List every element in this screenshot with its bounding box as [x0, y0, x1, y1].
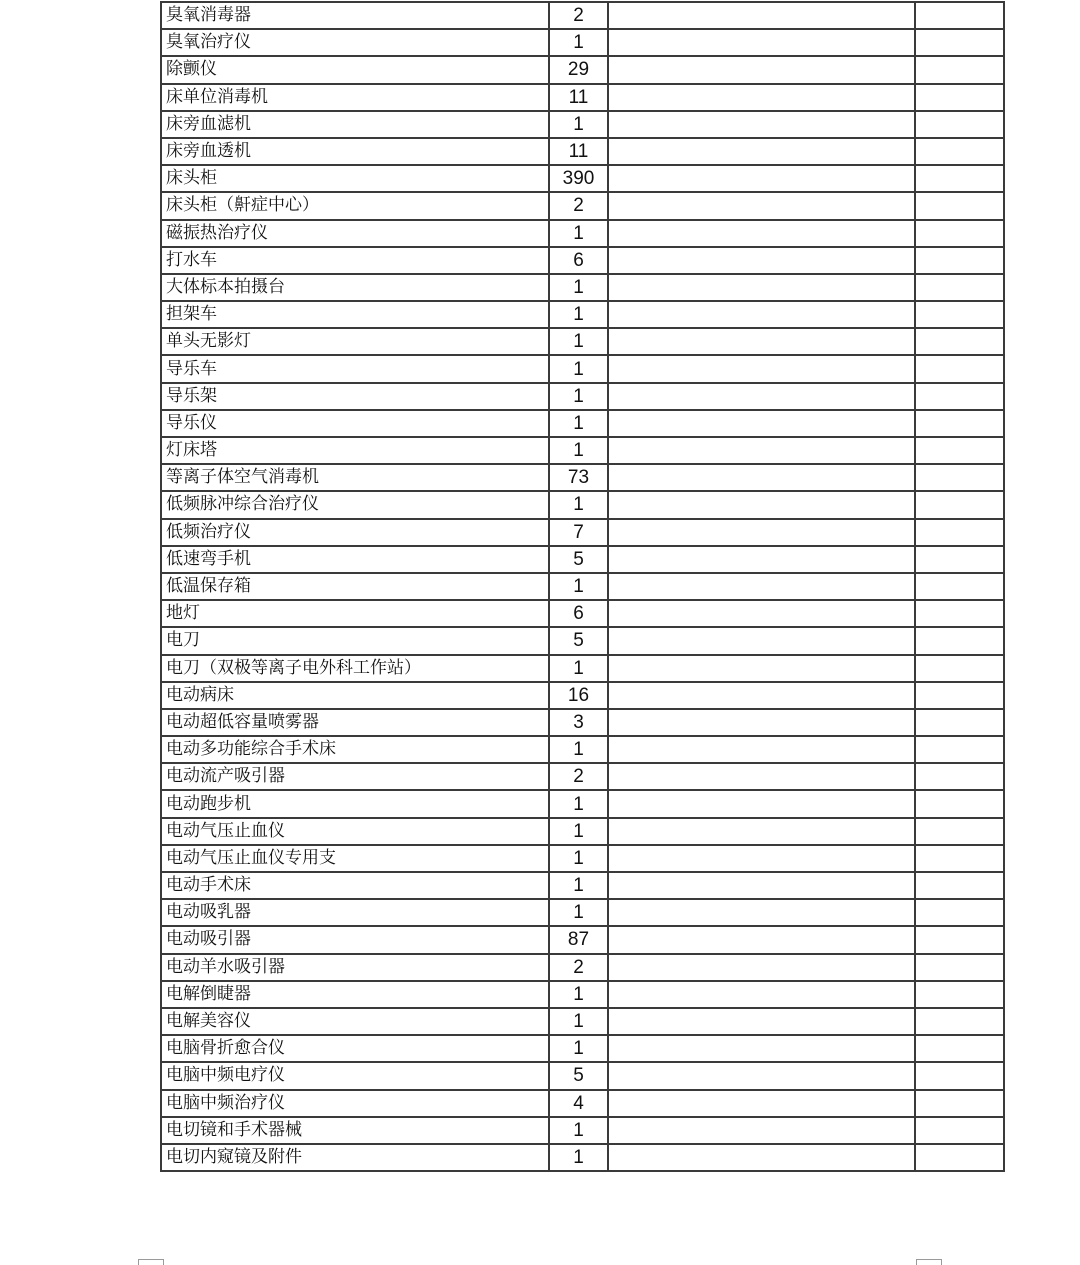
empty-cell	[915, 56, 1004, 83]
empty-cell	[608, 655, 915, 682]
empty-cell	[608, 600, 915, 627]
page-edge-mark-right	[916, 1259, 942, 1265]
empty-cell	[915, 410, 1004, 437]
empty-cell	[915, 29, 1004, 56]
table-row	[161, 763, 1004, 790]
empty-cell	[915, 111, 1004, 138]
equipment-table	[160, 1, 1005, 1172]
empty-cell	[608, 328, 915, 355]
equipment-name-cell: 电动手术床	[161, 872, 549, 899]
table-row	[161, 790, 1004, 817]
empty-cell	[608, 1144, 915, 1171]
empty-cell	[608, 682, 915, 709]
table-row	[161, 573, 1004, 600]
empty-cell	[915, 763, 1004, 790]
equipment-name-cell: 床旁血透机	[161, 138, 549, 165]
empty-cell	[608, 709, 915, 736]
table-row	[161, 192, 1004, 219]
quantity-cell: 11	[549, 138, 608, 165]
equipment-name-cell: 电刀	[161, 627, 549, 654]
table-row	[161, 818, 1004, 845]
table-row	[161, 1090, 1004, 1117]
equipment-name-cell: 电解倒睫器	[161, 981, 549, 1008]
table-row	[161, 138, 1004, 165]
quantity-cell: 1	[549, 274, 608, 301]
equipment-name-cell: 地灯	[161, 600, 549, 627]
empty-cell	[608, 872, 915, 899]
equipment-name-cell: 电脑中频电疗仪	[161, 1062, 549, 1089]
table-row	[161, 954, 1004, 981]
empty-cell	[915, 165, 1004, 192]
quantity-cell: 1	[549, 981, 608, 1008]
empty-cell	[915, 84, 1004, 111]
table-row	[161, 981, 1004, 1008]
quantity-cell: 1	[549, 736, 608, 763]
quantity-cell: 73	[549, 464, 608, 491]
empty-cell	[608, 383, 915, 410]
quantity-cell: 1	[549, 111, 608, 138]
quantity-cell: 1	[549, 655, 608, 682]
quantity-cell: 390	[549, 165, 608, 192]
empty-cell	[915, 383, 1004, 410]
table-row	[161, 328, 1004, 355]
empty-cell	[608, 2, 915, 29]
equipment-name-cell: 大体标本拍摄台	[161, 274, 549, 301]
empty-cell	[915, 274, 1004, 301]
empty-cell	[915, 1144, 1004, 1171]
empty-cell	[608, 736, 915, 763]
quantity-cell: 4	[549, 1090, 608, 1117]
empty-cell	[915, 981, 1004, 1008]
empty-cell	[608, 1090, 915, 1117]
empty-cell	[915, 926, 1004, 953]
table-row	[161, 165, 1004, 192]
empty-cell	[608, 1008, 915, 1035]
table-row	[161, 437, 1004, 464]
empty-cell	[915, 682, 1004, 709]
quantity-cell: 1	[549, 790, 608, 817]
equipment-name-cell: 电动气压止血仪	[161, 818, 549, 845]
empty-cell	[915, 464, 1004, 491]
equipment-name-cell: 电动超低容量喷雾器	[161, 709, 549, 736]
equipment-name-cell: 电动气压止血仪专用支	[161, 845, 549, 872]
quantity-cell: 5	[549, 627, 608, 654]
table-row	[161, 301, 1004, 328]
equipment-name-cell: 低频治疗仪	[161, 519, 549, 546]
empty-cell	[608, 84, 915, 111]
empty-cell	[915, 192, 1004, 219]
quantity-cell: 1	[549, 1117, 608, 1144]
empty-cell	[608, 954, 915, 981]
equipment-name-cell: 电动跑步机	[161, 790, 549, 817]
table-row	[161, 220, 1004, 247]
equipment-name-cell: 等离子体空气消毒机	[161, 464, 549, 491]
empty-cell	[608, 1117, 915, 1144]
empty-cell	[608, 1062, 915, 1089]
equipment-name-cell: 电动流产吸引器	[161, 763, 549, 790]
empty-cell	[915, 872, 1004, 899]
equipment-name-cell: 导乐仪	[161, 410, 549, 437]
table-row	[161, 709, 1004, 736]
quantity-cell: 1	[549, 328, 608, 355]
equipment-name-cell: 臭氧消毒器	[161, 2, 549, 29]
equipment-name-cell: 导乐架	[161, 383, 549, 410]
table-row	[161, 899, 1004, 926]
empty-cell	[608, 1035, 915, 1062]
empty-cell	[915, 709, 1004, 736]
table-row	[161, 84, 1004, 111]
quantity-cell: 3	[549, 709, 608, 736]
empty-cell	[608, 899, 915, 926]
quantity-cell: 2	[549, 192, 608, 219]
quantity-cell: 1	[549, 573, 608, 600]
equipment-name-cell: 磁振热治疗仪	[161, 220, 549, 247]
empty-cell	[915, 355, 1004, 382]
equipment-name-cell: 担架车	[161, 301, 549, 328]
empty-cell	[915, 328, 1004, 355]
empty-cell	[915, 845, 1004, 872]
table-row	[161, 247, 1004, 274]
table-row	[161, 383, 1004, 410]
quantity-cell: 1	[549, 818, 608, 845]
table-row	[161, 682, 1004, 709]
table-row	[161, 600, 1004, 627]
empty-cell	[608, 111, 915, 138]
empty-cell	[915, 627, 1004, 654]
empty-cell	[915, 1035, 1004, 1062]
quantity-cell: 1	[549, 491, 608, 518]
quantity-cell: 5	[549, 546, 608, 573]
empty-cell	[608, 818, 915, 845]
equipment-name-cell: 电动羊水吸引器	[161, 954, 549, 981]
empty-cell	[915, 600, 1004, 627]
equipment-name-cell: 低速弯手机	[161, 546, 549, 573]
quantity-cell: 29	[549, 56, 608, 83]
empty-cell	[915, 2, 1004, 29]
quantity-cell: 6	[549, 247, 608, 274]
empty-cell	[608, 981, 915, 1008]
quantity-cell: 16	[549, 682, 608, 709]
table-row	[161, 29, 1004, 56]
equipment-name-cell: 电切镜和手术器械	[161, 1117, 549, 1144]
empty-cell	[915, 247, 1004, 274]
equipment-name-cell: 导乐车	[161, 355, 549, 382]
page-edge-mark-left	[138, 1259, 164, 1265]
quantity-cell: 1	[549, 383, 608, 410]
equipment-name-cell: 电解美容仪	[161, 1008, 549, 1035]
empty-cell	[608, 437, 915, 464]
table-row	[161, 845, 1004, 872]
equipment-name-cell: 电刀（双极等离子电外科工作站）	[161, 655, 549, 682]
quantity-cell: 1	[549, 1008, 608, 1035]
quantity-cell: 1	[549, 1035, 608, 1062]
empty-cell	[608, 355, 915, 382]
equipment-name-cell: 低温保存箱	[161, 573, 549, 600]
table-row	[161, 464, 1004, 491]
equipment-name-cell: 电脑中频治疗仪	[161, 1090, 549, 1117]
empty-cell	[915, 655, 1004, 682]
quantity-cell: 2	[549, 2, 608, 29]
empty-cell	[608, 845, 915, 872]
table-row	[161, 111, 1004, 138]
quantity-cell: 2	[549, 954, 608, 981]
table-row	[161, 274, 1004, 301]
table-row	[161, 1035, 1004, 1062]
quantity-cell: 87	[549, 926, 608, 953]
equipment-name-cell: 灯床塔	[161, 437, 549, 464]
table-row	[161, 355, 1004, 382]
quantity-cell: 1	[549, 872, 608, 899]
equipment-name-cell: 打水车	[161, 247, 549, 274]
quantity-cell: 2	[549, 763, 608, 790]
quantity-cell: 1	[549, 845, 608, 872]
empty-cell	[608, 491, 915, 518]
table-row	[161, 627, 1004, 654]
quantity-cell: 1	[549, 301, 608, 328]
table-row	[161, 491, 1004, 518]
quantity-cell: 6	[549, 600, 608, 627]
empty-cell	[608, 56, 915, 83]
empty-cell	[608, 29, 915, 56]
equipment-name-cell: 床旁血滤机	[161, 111, 549, 138]
empty-cell	[915, 301, 1004, 328]
equipment-name-cell: 电动病床	[161, 682, 549, 709]
quantity-cell: 1	[549, 899, 608, 926]
empty-cell	[915, 1090, 1004, 1117]
equipment-name-cell: 床头柜	[161, 165, 549, 192]
equipment-name-cell: 除颤仪	[161, 56, 549, 83]
quantity-cell: 1	[549, 437, 608, 464]
empty-cell	[608, 301, 915, 328]
empty-cell	[915, 1008, 1004, 1035]
table-row	[161, 1117, 1004, 1144]
empty-cell	[915, 437, 1004, 464]
equipment-name-cell: 床单位消毒机	[161, 84, 549, 111]
empty-cell	[608, 627, 915, 654]
quantity-cell: 1	[549, 29, 608, 56]
table-row	[161, 519, 1004, 546]
equipment-name-cell: 电动吸引器	[161, 926, 549, 953]
empty-cell	[915, 1117, 1004, 1144]
empty-cell	[915, 519, 1004, 546]
empty-cell	[608, 464, 915, 491]
empty-cell	[608, 247, 915, 274]
empty-cell	[608, 546, 915, 573]
empty-cell	[608, 763, 915, 790]
empty-cell	[915, 1062, 1004, 1089]
table-row	[161, 2, 1004, 29]
empty-cell	[608, 519, 915, 546]
empty-cell	[915, 790, 1004, 817]
equipment-name-cell: 床头柜（鼾症中心）	[161, 192, 549, 219]
empty-cell	[608, 220, 915, 247]
empty-cell	[915, 220, 1004, 247]
empty-cell	[915, 899, 1004, 926]
equipment-name-cell: 电脑骨折愈合仪	[161, 1035, 549, 1062]
quantity-cell: 1	[549, 220, 608, 247]
quantity-cell: 11	[549, 84, 608, 111]
quantity-cell: 1	[549, 355, 608, 382]
equipment-name-cell: 电切内窥镜及附件	[161, 1144, 549, 1171]
empty-cell	[608, 165, 915, 192]
quantity-cell: 7	[549, 519, 608, 546]
empty-cell	[915, 546, 1004, 573]
table-row	[161, 410, 1004, 437]
table-row	[161, 1008, 1004, 1035]
table-row	[161, 1144, 1004, 1171]
table-row	[161, 1062, 1004, 1089]
equipment-name-cell: 低频脉冲综合治疗仪	[161, 491, 549, 518]
empty-cell	[608, 926, 915, 953]
table-row	[161, 655, 1004, 682]
empty-cell	[915, 138, 1004, 165]
table-row	[161, 546, 1004, 573]
empty-cell	[608, 410, 915, 437]
empty-cell	[608, 274, 915, 301]
quantity-cell: 5	[549, 1062, 608, 1089]
empty-cell	[608, 192, 915, 219]
empty-cell	[915, 818, 1004, 845]
empty-cell	[915, 491, 1004, 518]
empty-cell	[608, 138, 915, 165]
empty-cell	[608, 790, 915, 817]
empty-cell	[915, 573, 1004, 600]
table-row	[161, 926, 1004, 953]
empty-cell	[608, 573, 915, 600]
equipment-table-body	[161, 2, 1004, 1171]
equipment-name-cell: 单头无影灯	[161, 328, 549, 355]
equipment-name-cell: 电动吸乳器	[161, 899, 549, 926]
equipment-name-cell: 电动多功能综合手术床	[161, 736, 549, 763]
empty-cell	[915, 736, 1004, 763]
empty-cell	[915, 954, 1004, 981]
table-row	[161, 736, 1004, 763]
table-row	[161, 56, 1004, 83]
quantity-cell: 1	[549, 1144, 608, 1171]
equipment-name-cell: 臭氧治疗仪	[161, 29, 549, 56]
quantity-cell: 1	[549, 410, 608, 437]
table-row	[161, 872, 1004, 899]
